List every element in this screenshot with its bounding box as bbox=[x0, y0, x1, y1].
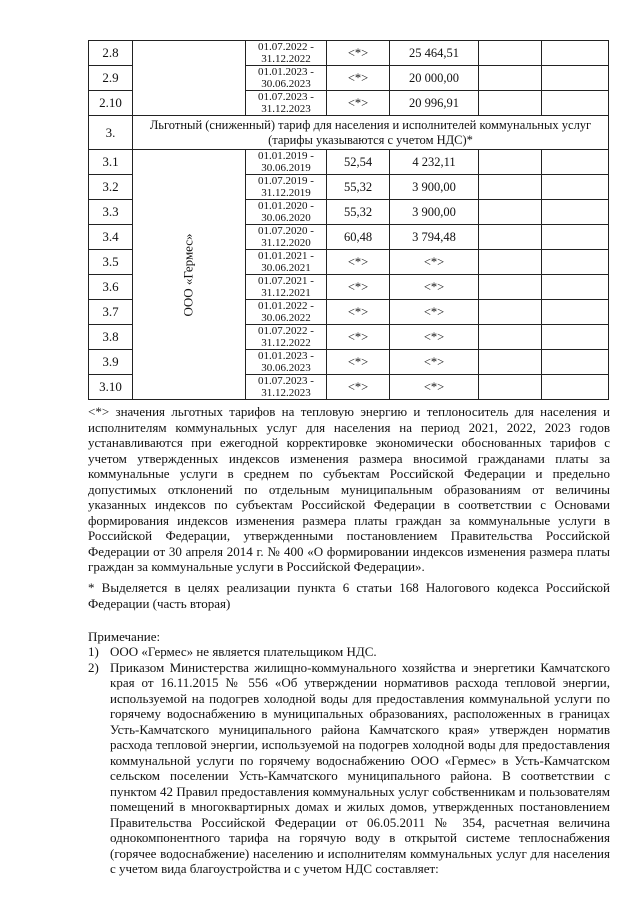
period-cell: 01.01.2023 - 30.06.2023 bbox=[246, 350, 327, 375]
empty-cell bbox=[542, 66, 609, 91]
empty-cell bbox=[542, 200, 609, 225]
empty-cell bbox=[479, 375, 542, 400]
tariff-value-1: <*> bbox=[327, 41, 390, 66]
tariff-value-2: <*> bbox=[390, 300, 479, 325]
tariff-value-2: <*> bbox=[390, 275, 479, 300]
period-cell: 01.01.2019 - 30.06.2019 bbox=[246, 150, 327, 175]
empty-cell bbox=[479, 175, 542, 200]
tariff-value-1: 52,54 bbox=[327, 150, 390, 175]
tariff-value-2: 4 232,11 bbox=[390, 150, 479, 175]
tariff-value-1: 55,32 bbox=[327, 175, 390, 200]
empty-cell bbox=[479, 300, 542, 325]
row-number: 3.6 bbox=[89, 275, 133, 300]
empty-cell bbox=[542, 350, 609, 375]
tariff-value-2: 3 900,00 bbox=[390, 175, 479, 200]
row-number: 2.8 bbox=[89, 41, 133, 66]
period-cell: 01.01.2021 - 30.06.2021 bbox=[246, 250, 327, 275]
table-row bbox=[89, 41, 609, 66]
empty-cell bbox=[542, 175, 609, 200]
section-row bbox=[89, 116, 609, 150]
row-number: 3.10 bbox=[89, 375, 133, 400]
period-cell: 01.01.2022 - 30.06.2022 bbox=[246, 300, 327, 325]
empty-cell bbox=[479, 350, 542, 375]
row-number: 3.2 bbox=[89, 175, 133, 200]
tariff-value-1: 60,48 bbox=[327, 225, 390, 250]
tariff-value-1: <*> bbox=[327, 66, 390, 91]
row-number: 3.9 bbox=[89, 350, 133, 375]
tariff-value-2: <*> bbox=[390, 375, 479, 400]
empty-cell bbox=[542, 225, 609, 250]
period-cell: 01.01.2020 - 30.06.2020 bbox=[246, 200, 327, 225]
row-number: 3.8 bbox=[89, 325, 133, 350]
tariff-value-1: <*> bbox=[327, 300, 390, 325]
footnote-star: <*> значения льготных тарифов на тепловую энергию и теплоноситель для населения и исполнителям коммунальных услуг для населения на период 2021, 2022, 2023 годов устанавливаются при ежегодной корректировке экономически обоснованных тарифов с учетом утвержденных индексов изменения размера вносимой гражданами платы за коммунальные услуги в среднем по субъектам Российской Федерации и предельно допустимых отклонений по отдельным муниципальным образованиям от величины указанных индексов по субъектам Российской Федерации в соответствии с Основами формирования индексов изменения размера платы граждан за коммунальные услуги в Российской Федерации, утвержденными постановлением Правительства Российской Федерации от 30 апреля 2014 г. № 400 «О формировании индексов изменения размера платы граждан за коммунальные услуги в Российской Федерации». bbox=[88, 404, 610, 574]
section-number: 3. bbox=[89, 116, 133, 150]
period-cell: 01.07.2019 - 31.12.2019 bbox=[246, 175, 327, 200]
note-list bbox=[88, 644, 610, 877]
empty-cell bbox=[542, 300, 609, 325]
table-row bbox=[89, 150, 609, 175]
empty-cell bbox=[479, 325, 542, 350]
list-item bbox=[88, 644, 610, 660]
tariff-value-2: <*> bbox=[390, 325, 479, 350]
list-item-number: 2) bbox=[88, 659, 99, 675]
footnote-vat: * Выделяется в целях реализации пункта 6 статьи 168 Налогового кодекса Российской Федерации (часть вторая) bbox=[88, 580, 610, 611]
period-cell: 01.07.2023 - 31.12.2023 bbox=[246, 91, 327, 116]
period-cell: 01.07.2020 - 31.12.2020 bbox=[246, 225, 327, 250]
list-item-text: ООО «Гермес» не является плательщиком НДС. bbox=[110, 644, 377, 659]
tariff-value-1: 55,32 bbox=[327, 200, 390, 225]
tariff-value-1: <*> bbox=[327, 375, 390, 400]
row-number: 3.5 bbox=[89, 250, 133, 275]
tariff-value-2: 20 996,91 bbox=[390, 91, 479, 116]
empty-cell bbox=[542, 375, 609, 400]
tariff-value-2: 3 794,48 bbox=[390, 225, 479, 250]
row-number: 3.4 bbox=[89, 225, 133, 250]
row-number: 3.7 bbox=[89, 300, 133, 325]
tariff-value-2: 20 000,00 bbox=[390, 66, 479, 91]
section-title: Льготный (сниженный) тариф для населения и исполнителей коммунальных услуг (тарифы указываются с учетом НДС)* bbox=[133, 116, 609, 150]
org-cell-empty bbox=[133, 41, 246, 116]
period-cell: 01.01.2023 - 30.06.2023 bbox=[246, 66, 327, 91]
empty-cell bbox=[479, 150, 542, 175]
empty-cell bbox=[542, 91, 609, 116]
tariff-value-2: 25 464,51 bbox=[390, 41, 479, 66]
list-item-number: 1) bbox=[88, 644, 99, 659]
empty-cell bbox=[542, 41, 609, 66]
empty-cell bbox=[479, 91, 542, 116]
row-number: 2.9 bbox=[89, 66, 133, 91]
period-cell: 01.07.2021 - 31.12.2021 bbox=[246, 275, 327, 300]
list-item-text: Приказом Министерства жилищно-коммунального хозяйства и энергетики Камчатского края от 16.11.2015 № 556 «Об утверждении нормативов расхода тепловой энергии, используемой на подогрев холодной воды для предоставления коммунальной услуги по горячему водоснабжению в муниципальных образованиях, расположенных в границах Усть-Камчатского муниципального района Камчатского края» утвержден норматив расхода тепловой энергии, используемой на подогрев холодной воды для предоставления коммунальной услуги по горячему водоснабжению ООО «Гермес» в Усть-Камчатском сельском поселении Усть-Камчатского муниципального района. В соответствии с пунктом 42 Правил предоставления коммунальных услуг собственникам и пользователям помещений в многоквартирных домах и жилых домов, утвержденных постановлением Правительства Российской Федерации от 06.05.2011 № 354, расчетная величина однокомпонентного тарифа на горячую воду в открытой системе теплоснабжения (горячее водоснабжение) населению и исполнителям коммунальных услуг для населения с учетом вида благоустройства и с учетом НДС составляет: bbox=[110, 659, 610, 876]
empty-cell bbox=[542, 275, 609, 300]
org-name-cell bbox=[133, 150, 246, 400]
empty-cell bbox=[542, 250, 609, 275]
empty-cell bbox=[479, 275, 542, 300]
empty-cell bbox=[479, 66, 542, 91]
period-cell: 01.07.2023 - 31.12.2023 bbox=[246, 375, 327, 400]
list-item bbox=[88, 660, 610, 877]
period-cell: 01.07.2022 - 31.12.2022 bbox=[246, 41, 327, 66]
org-name: ООО «Гермес» bbox=[180, 232, 196, 317]
empty-cell bbox=[479, 41, 542, 66]
row-number: 3.3 bbox=[89, 200, 133, 225]
empty-cell bbox=[542, 150, 609, 175]
tariff-value-1: <*> bbox=[327, 325, 390, 350]
empty-cell bbox=[479, 250, 542, 275]
tariff-value-2: 3 900,00 bbox=[390, 200, 479, 225]
tariff-value-1: <*> bbox=[327, 350, 390, 375]
tariff-value-1: <*> bbox=[327, 275, 390, 300]
tariff-value-2: <*> bbox=[390, 250, 479, 275]
tariff-value-1: <*> bbox=[327, 91, 390, 116]
period-cell: 01.07.2022 - 31.12.2022 bbox=[246, 325, 327, 350]
tariff-table bbox=[88, 40, 609, 400]
empty-cell bbox=[479, 225, 542, 250]
row-number: 2.10 bbox=[89, 91, 133, 116]
row-number: 3.1 bbox=[89, 150, 133, 175]
empty-cell bbox=[479, 200, 542, 225]
empty-cell bbox=[542, 325, 609, 350]
tariff-value-1: <*> bbox=[327, 250, 390, 275]
note-title: Примечание: bbox=[88, 629, 161, 644]
tariff-value-2: <*> bbox=[390, 350, 479, 375]
